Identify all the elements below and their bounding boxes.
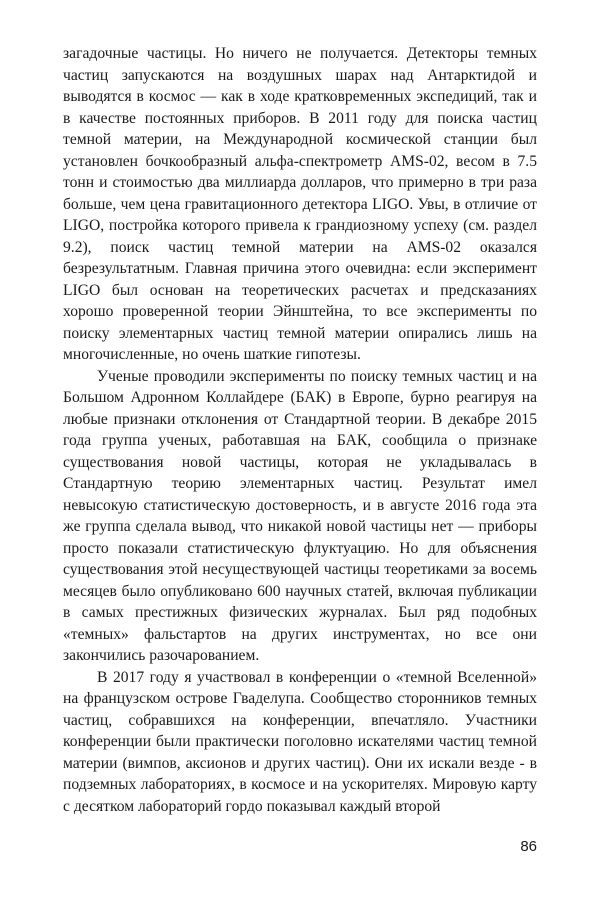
document-body	[63, 43, 537, 817]
paragraph-1: загадочные частицы. Но ничего не получается. Детекторы темных частиц запускаются на воздушных шарах над Антарктидой и выводятся в космос — как в ходе кратковременных экспедиций, так и в качестве постоянных приборов. В 2011 году для поиска частиц темной материи, на Международной космической станции был установлен бочкообразный альфа-спектрометр AMS-02, весом в 7.5 тонн и стоимостью два миллиарда долларов, что примерно в три раза больше, чем цена гравитационного детектора LIGO. Увы, в отличие от LIGO, постройка которого привела к грандиозному успеху (см. раздел 9.2), поиск частиц темной материи на AMS-02 оказался безрезультатным. Главная причина этого очевидна: если эксперимент LIGO был основан на теоретических расчетах и предсказаниях хорошо проверенной теории Эйнштейна, то все эксперименты по поиску элементарных частиц темной материи опирались лишь на многочисленные, но очень шаткие гипотезы.	[63, 45, 537, 363]
page-number: 86	[520, 838, 537, 855]
paragraph-3: В 2017 году я участвовал в конференции о «темной Вселенной» на французском острове Гваделупа. Сообщество сторонников темных частиц, собравшихся на конференции, впечатляло. Участники конференции были практически поголовно искателями частиц темной материи (вимпов, аксионов и других частиц). Они их искали везде - в подземных лабораториях, в космосе и на ускорителях. Мировую карту с десятком лабораторий гордо показывал каждый второй	[63, 668, 537, 815]
paragraph-2: Ученые проводили эксперименты по поиску темных частиц и на Большом Адронном Коллайдере (БАК) в Европе, бурно реагируя на любые признаки отклонения от Стандартной теории. В декабре 2015 года группа ученых, работавшая на БАК, сообщила о признаке существования новой частицы, которая не укладывалась в Стандартную теорию элементарных частиц. Результат имел невысокую статистическую достоверность, и в августе 2016 года эта же группа сделала вывод, что никакой новой частицы нет — приборы просто показали статистическую флуктуацию. Но для объяснения существования этой несуществующей частицы теоретиками за восемь месяцев было опубликовано 600 научных статей, включая публикации в самых престижных физических журналах. Был ряд подобных «темных» фальстартов на других инструментах, но все они закончились разочарованием.	[63, 367, 537, 664]
